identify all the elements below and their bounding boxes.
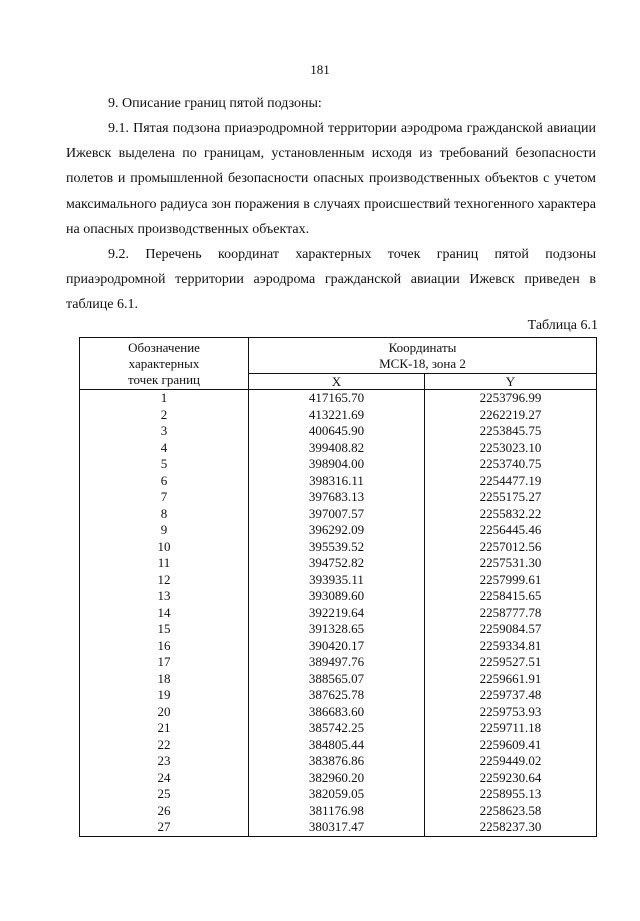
point-number-cell: 4 — [80, 440, 249, 457]
y-coordinate-cell: 2257531.30 — [425, 555, 597, 572]
point-number-cell: 13 — [80, 588, 249, 605]
paragraph-9-2-text: 9.2. Перечень координат характерных точек границ пятой подзоны приаэродромной территории аэродрома гражданской авиации Ижевск приведен в таблице 6.1. — [66, 247, 596, 313]
point-number-cell: 16 — [80, 638, 249, 655]
table-row — [80, 753, 597, 770]
point-number-cell: 1 — [80, 390, 249, 407]
x-coordinate-cell: 399408.82 — [249, 440, 425, 457]
paragraph-9-2 — [66, 242, 596, 318]
x-coordinate-cell: 395539.52 — [249, 539, 425, 556]
point-number-cell: 19 — [80, 687, 249, 704]
point-number-cell: 12 — [80, 572, 249, 589]
y-coordinate-cell: 2257999.61 — [425, 572, 597, 589]
y-coordinate-cell: 2262219.27 — [425, 407, 597, 424]
point-number-cell: 11 — [80, 555, 249, 572]
y-coordinate-cell: 2259334.81 — [425, 638, 597, 655]
point-number-cell: 26 — [80, 803, 249, 820]
x-coordinate-cell: 396292.09 — [249, 522, 425, 539]
table-row — [80, 473, 597, 490]
y-coordinate-cell: 2259711.18 — [425, 720, 597, 737]
x-coordinate-cell: 391328.65 — [249, 621, 425, 638]
y-coordinate-cell: 2258777.78 — [425, 605, 597, 622]
header-coordinates-line: Координаты — [388, 339, 457, 355]
table-row — [80, 770, 597, 787]
table-row — [80, 555, 597, 572]
x-coordinate-cell: 380317.47 — [249, 819, 425, 836]
x-coordinate-cell: 382960.20 — [249, 770, 425, 787]
point-number-cell: 17 — [80, 654, 249, 671]
y-coordinate-cell: 2253845.75 — [425, 423, 597, 440]
table-row — [80, 522, 597, 539]
table-caption: Таблица 6.1 — [527, 318, 598, 333]
table-row — [80, 588, 597, 605]
x-coordinate-cell: 384805.44 — [249, 737, 425, 754]
y-coordinate-cell: 2258415.65 — [425, 588, 597, 605]
header-coordinates — [249, 338, 597, 374]
x-coordinate-cell: 387625.78 — [249, 687, 425, 704]
table-row — [80, 506, 597, 523]
point-number-cell: 24 — [80, 770, 249, 787]
x-coordinate-cell: 397683.13 — [249, 489, 425, 506]
x-coordinate-cell: 386683.60 — [249, 704, 425, 721]
table-row — [80, 539, 597, 556]
x-coordinate-cell: 413221.69 — [249, 407, 425, 424]
table-row — [80, 423, 597, 440]
table-row — [80, 819, 597, 836]
table-row — [80, 720, 597, 737]
point-number-cell: 25 — [80, 786, 249, 803]
table-row — [80, 638, 597, 655]
y-coordinate-cell: 2254477.19 — [425, 473, 597, 490]
point-number-cell: 8 — [80, 506, 249, 523]
table-row — [80, 440, 597, 457]
table-row — [80, 390, 597, 407]
x-coordinate-cell: 388565.07 — [249, 671, 425, 688]
header-points-line: характерных — [128, 355, 200, 371]
point-number-cell: 22 — [80, 737, 249, 754]
x-coordinate-cell: 398316.11 — [249, 473, 425, 490]
y-coordinate-cell: 2259527.51 — [425, 654, 597, 671]
x-coordinate-cell: 382059.05 — [249, 786, 425, 803]
header-x: X — [249, 374, 425, 390]
header-points — [80, 338, 249, 390]
y-coordinate-cell: 2259753.93 — [425, 704, 597, 721]
point-number-cell: 14 — [80, 605, 249, 622]
x-coordinate-cell: 417165.70 — [249, 390, 425, 407]
point-number-cell: 18 — [80, 671, 249, 688]
x-coordinate-cell: 394752.82 — [249, 555, 425, 572]
header-coordinates-line: МСК-18, зона 2 — [379, 355, 466, 371]
x-coordinate-cell: 392219.64 — [249, 605, 425, 622]
coordinates-table-body — [80, 390, 597, 837]
y-coordinate-cell: 2259230.64 — [425, 770, 597, 787]
point-number-cell: 7 — [80, 489, 249, 506]
header-points-line: Обозначение — [128, 339, 200, 355]
y-coordinate-cell: 2259661.91 — [425, 671, 597, 688]
table-row — [80, 737, 597, 754]
table-row — [80, 687, 597, 704]
y-coordinate-cell: 2253023.10 — [425, 440, 597, 457]
y-coordinate-cell: 2253796.99 — [425, 390, 597, 407]
point-number-cell: 15 — [80, 621, 249, 638]
y-coordinate-cell: 2256445.46 — [425, 522, 597, 539]
point-number-cell: 27 — [80, 819, 249, 836]
table-row — [80, 786, 597, 803]
x-coordinate-cell: 398904.00 — [249, 456, 425, 473]
point-number-cell: 20 — [80, 704, 249, 721]
x-coordinate-cell: 385742.25 — [249, 720, 425, 737]
point-number-cell: 5 — [80, 456, 249, 473]
x-coordinate-cell: 393935.11 — [249, 572, 425, 589]
x-coordinate-cell: 381176.98 — [249, 803, 425, 820]
table-row — [80, 704, 597, 721]
point-number-cell: 6 — [80, 473, 249, 490]
point-number-cell: 2 — [80, 407, 249, 424]
y-coordinate-cell: 2255832.22 — [425, 506, 597, 523]
page-number: 181 — [310, 62, 330, 77]
table-row — [80, 803, 597, 820]
x-coordinate-cell: 397007.57 — [249, 506, 425, 523]
y-coordinate-cell: 2258237.30 — [425, 819, 597, 836]
y-coordinate-cell: 2258955.13 — [425, 786, 597, 803]
y-coordinate-cell: 2259737.48 — [425, 687, 597, 704]
y-coordinate-cell: 2258623.58 — [425, 803, 597, 820]
header-points-line: точек границ — [127, 371, 201, 387]
table-row — [80, 671, 597, 688]
y-coordinate-cell: 2259449.02 — [425, 753, 597, 770]
x-coordinate-cell: 383876.86 — [249, 753, 425, 770]
table-row — [80, 489, 597, 506]
paragraph-9-1-text: 9.1. Пятая подзона приаэродромной территории аэродрома гражданской авиации Ижевск выделена по границам, установленным исходя из требований безопасности полетов и промышленной безопасности опасных производственных объектов с учетом максимального радиуса зон поражения в случаях происшествий техногенного характера на опасных производственных объектах. — [66, 121, 596, 237]
table-row — [80, 605, 597, 622]
table-row — [80, 456, 597, 473]
paragraph-9-1 — [66, 116, 596, 242]
table-row — [80, 407, 597, 424]
header-y: Y — [425, 374, 597, 390]
y-coordinate-cell: 2253740.75 — [425, 456, 597, 473]
table-row — [80, 621, 597, 638]
x-coordinate-cell: 390420.17 — [249, 638, 425, 655]
point-number-cell: 9 — [80, 522, 249, 539]
point-number-cell: 3 — [80, 423, 249, 440]
y-coordinate-cell: 2257012.56 — [425, 539, 597, 556]
point-number-cell: 23 — [80, 753, 249, 770]
x-coordinate-cell: 400645.90 — [249, 423, 425, 440]
table-row — [80, 654, 597, 671]
y-coordinate-cell: 2259084.57 — [425, 621, 597, 638]
y-coordinate-cell: 2259609.41 — [425, 737, 597, 754]
x-coordinate-cell: 393089.60 — [249, 588, 425, 605]
x-coordinate-cell: 389497.76 — [249, 654, 425, 671]
section-heading: 9. Описание границ пятой подзоны: — [108, 96, 322, 111]
point-number-cell: 21 — [80, 720, 249, 737]
y-coordinate-cell: 2255175.27 — [425, 489, 597, 506]
table-row — [80, 572, 597, 589]
point-number-cell: 10 — [80, 539, 249, 556]
coordinates-table — [79, 337, 597, 837]
